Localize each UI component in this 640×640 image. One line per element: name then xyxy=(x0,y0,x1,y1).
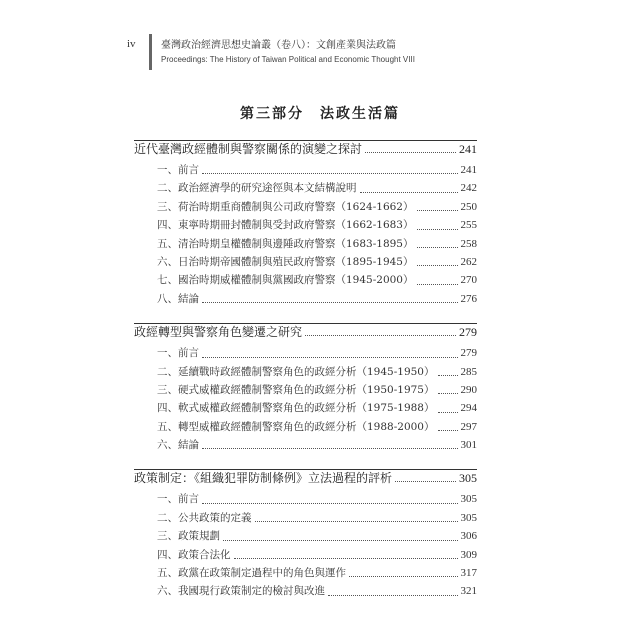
toc-entry xyxy=(134,418,477,436)
dot-leader xyxy=(438,393,458,394)
entry-page: 306 xyxy=(460,530,477,543)
dot-leader xyxy=(305,335,456,336)
toc-entry xyxy=(134,546,477,564)
entry-label: 三、硬式威權政經體制警察角色的政經分析（1950-1975） xyxy=(157,383,435,396)
entry-label: 二、公共政策的定義 xyxy=(157,511,252,524)
entry-page: 242 xyxy=(460,182,477,195)
entry-label: 三、政策規劃 xyxy=(157,530,220,543)
toc-entry xyxy=(134,564,477,582)
page-number-roman: iv xyxy=(127,38,136,50)
dot-leader xyxy=(202,503,458,504)
entry-label: 八、結論 xyxy=(157,292,199,305)
section-page: 305 xyxy=(459,471,477,486)
entry-label: 五、轉型威權政經體制警察角色的政經分析（1988-2000） xyxy=(157,420,435,433)
dot-leader xyxy=(255,521,458,522)
entry-label: 四、軟式威權政經體制警察角色的政經分析（1975-1988） xyxy=(157,402,435,415)
dot-leader xyxy=(360,192,458,193)
section-title: 近代臺灣政經體制與警察關係的演變之探討 xyxy=(134,142,363,156)
entry-page: 258 xyxy=(460,237,477,250)
dot-leader xyxy=(438,412,458,413)
entry-label: 一、前言 xyxy=(157,163,199,176)
entry-label: 六、我國現行政策制定的檢討與改進 xyxy=(157,585,325,598)
entry-label: 六、結論 xyxy=(157,439,199,452)
entry-page: 290 xyxy=(460,383,477,396)
entry-label: 四、東寧時期冊封體制與受封政府警察（1662-1683） xyxy=(157,219,414,232)
dot-leader xyxy=(417,229,458,230)
entry-label: 五、政黨在政策制定過程中的角色與運作 xyxy=(157,567,346,580)
toc-entry xyxy=(134,399,477,417)
dot-leader xyxy=(202,302,458,303)
entry-label: 五、清治時期皇權體制與邊陲政府警察（1683-1895） xyxy=(157,237,414,250)
toc-entry xyxy=(134,381,477,399)
section-title: 政策制定：《組織犯罪防制條例》立法過程的評析 xyxy=(134,471,393,486)
header-divider-bar xyxy=(149,34,152,70)
toc-entry xyxy=(134,490,477,508)
table-of-contents xyxy=(134,140,477,616)
dot-leader xyxy=(234,558,458,559)
entry-page: 262 xyxy=(460,255,477,268)
section-title-row xyxy=(134,140,477,158)
entry-page: 294 xyxy=(460,402,477,415)
entry-page: 276 xyxy=(460,292,477,305)
dot-leader xyxy=(223,540,458,541)
toc-entry xyxy=(134,527,477,545)
entry-page: 255 xyxy=(460,219,477,232)
book-title-en: Proceedings: The History of Taiwan Political and Economic Thought VIII xyxy=(161,55,415,64)
part-title: 第三部分 法政生活篇 xyxy=(240,106,400,122)
entry-page: 297 xyxy=(460,420,477,433)
book-title-zh: 臺灣政治經濟思想史論叢（卷八）：文創產業與法政篇 xyxy=(161,40,396,51)
toc-entry xyxy=(134,271,477,289)
section-page: 241 xyxy=(459,142,477,156)
toc-entry xyxy=(134,253,477,271)
entry-page: 285 xyxy=(460,365,477,378)
toc-entry xyxy=(134,198,477,216)
entry-page: 250 xyxy=(460,200,477,213)
toc-entry xyxy=(134,161,477,179)
section-title: 政經轉型與警察角色變遷之研究 xyxy=(134,325,303,340)
toc-entry xyxy=(134,216,477,234)
dot-leader xyxy=(328,595,458,596)
dot-leader xyxy=(349,576,458,577)
dot-leader xyxy=(202,173,458,174)
entry-page: 270 xyxy=(460,274,477,287)
entry-page: 305 xyxy=(460,493,477,506)
dot-leader xyxy=(438,375,458,376)
dot-leader xyxy=(395,481,456,482)
toc-entry xyxy=(134,363,477,381)
section-title-row xyxy=(134,469,477,487)
toc-entry xyxy=(134,436,477,454)
entry-page: 317 xyxy=(460,567,477,580)
entry-label: 一、前言 xyxy=(157,347,199,360)
entry-label: 四、政策合法化 xyxy=(157,548,231,561)
section-page: 279 xyxy=(459,325,477,340)
toc-entry xyxy=(134,509,477,527)
entry-page: 279 xyxy=(460,347,477,360)
dot-leader xyxy=(365,152,456,153)
toc-section xyxy=(134,323,477,454)
dot-leader xyxy=(417,210,458,211)
toc-section xyxy=(134,140,477,308)
entry-page: 241 xyxy=(460,163,477,176)
entry-label: 六、日治時期帝國體制與殖民政府警察（1895-1945） xyxy=(157,255,414,268)
entry-label: 一、前言 xyxy=(157,493,199,506)
running-header xyxy=(127,30,557,72)
dot-leader xyxy=(417,265,458,266)
toc-entry xyxy=(134,179,477,197)
header-text xyxy=(161,36,415,64)
entry-label: 二、政治經濟學的研究途徑與本文結構說明 xyxy=(157,182,357,195)
entry-page: 321 xyxy=(460,585,477,598)
toc-section xyxy=(134,469,477,600)
toc-entry xyxy=(134,344,477,362)
toc-entry xyxy=(134,582,477,600)
dot-leader xyxy=(202,448,458,449)
entry-label: 二、延續戰時政經體制警察角色的政經分析（1945-1950） xyxy=(157,365,435,378)
entry-page: 309 xyxy=(460,548,477,561)
entry-label: 三、荷治時期重商體制與公司政府警察（1624-1662） xyxy=(157,200,414,213)
dot-leader xyxy=(202,357,458,358)
section-title-row xyxy=(134,323,477,341)
dot-leader xyxy=(417,284,458,285)
toc-entry xyxy=(134,235,477,253)
entry-page: 305 xyxy=(460,511,477,524)
toc-entry xyxy=(134,290,477,308)
dot-leader xyxy=(417,247,458,248)
entry-page: 301 xyxy=(460,439,477,452)
entry-label: 七、國治時期威權體制與黨國政府警察（1945-2000） xyxy=(157,274,414,287)
dot-leader xyxy=(438,430,458,431)
